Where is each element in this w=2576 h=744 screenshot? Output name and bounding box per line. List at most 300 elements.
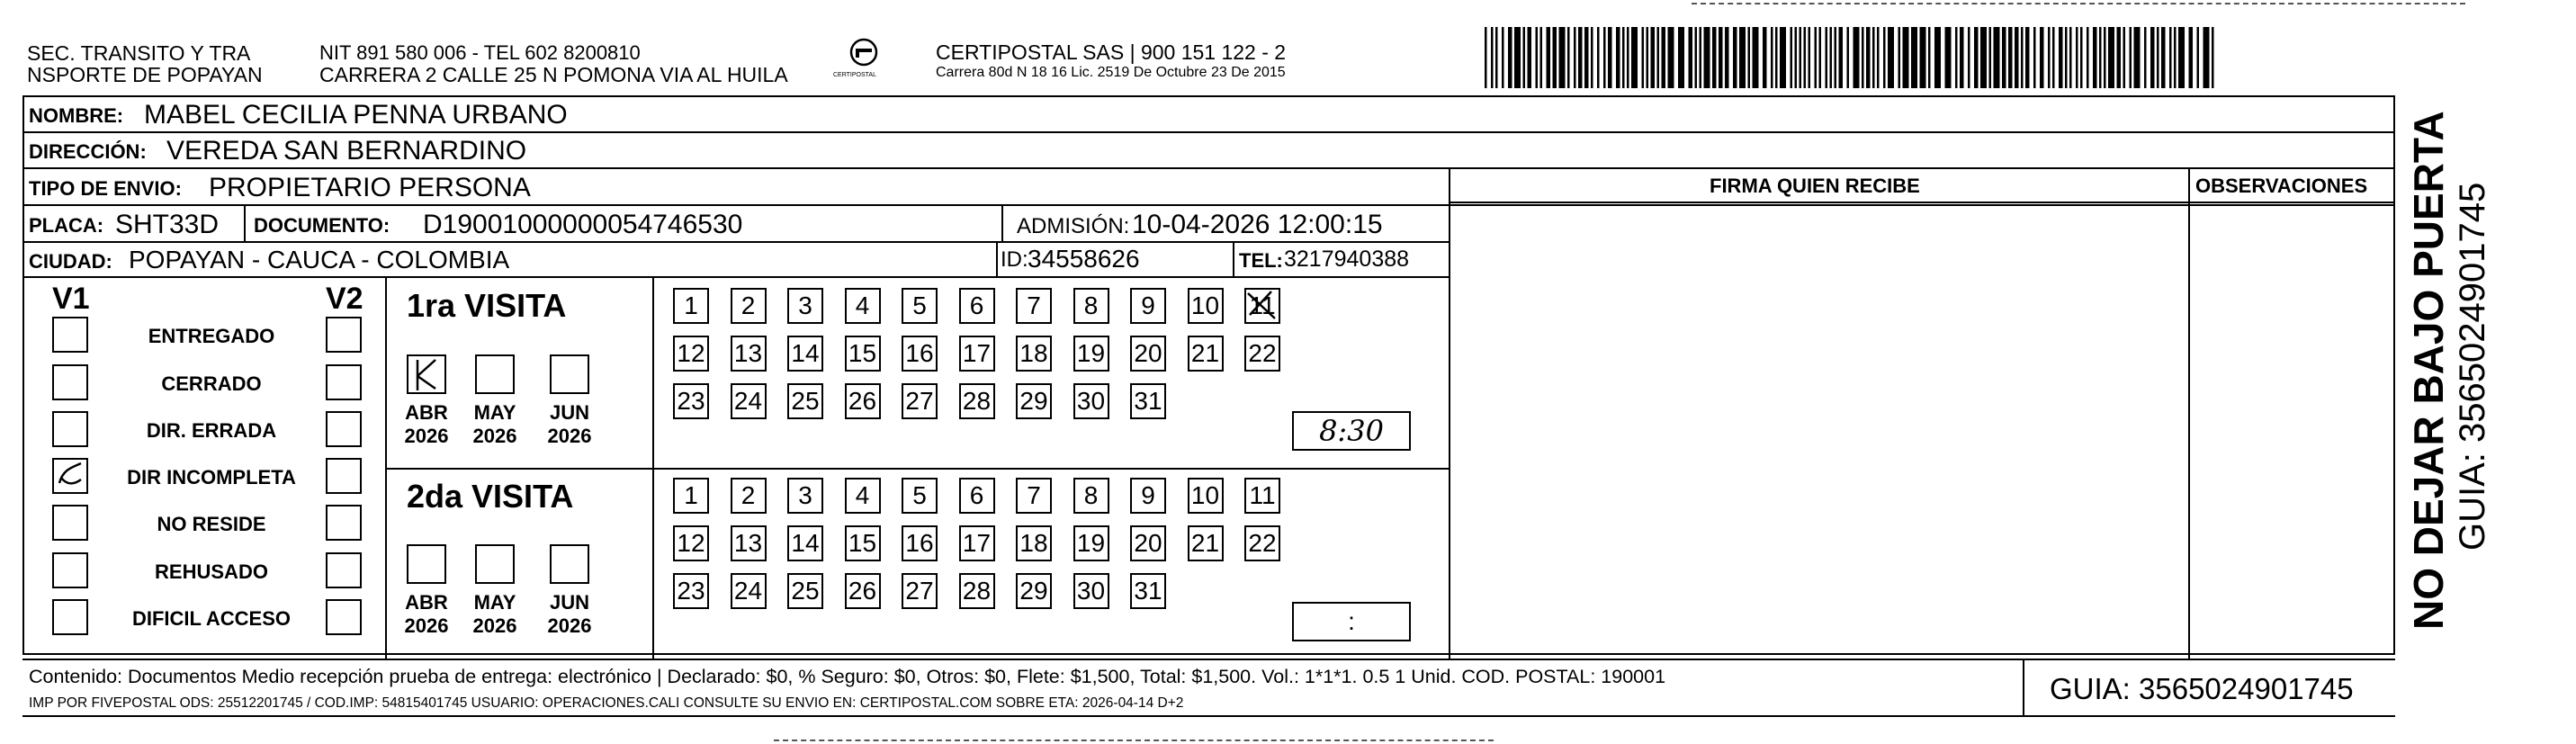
day-cell[interactable] xyxy=(1130,336,1166,372)
side-guia: GUIA: 3565024901745 xyxy=(2453,182,2492,551)
plate-label: PLACA: xyxy=(29,214,104,237)
barcode-bar xyxy=(1955,27,1958,88)
tel-value: 3217940388 xyxy=(1284,247,1410,272)
day-number: 11 xyxy=(1249,481,1276,509)
barcode-bar xyxy=(2059,27,2063,88)
sender-nit: NIT 891 580 006 - TEL 602 8200810 xyxy=(319,41,641,64)
day-cell[interactable] xyxy=(673,525,709,561)
day-number: 18 xyxy=(1019,529,1048,557)
day-number: 9 xyxy=(1141,481,1155,509)
day-number: 23 xyxy=(677,387,705,415)
barcode-bar xyxy=(1888,27,1894,88)
day-number: 2 xyxy=(740,291,756,319)
v1-label: V1 xyxy=(52,282,90,316)
visit2-title: 2da VISITA xyxy=(407,478,574,515)
barcode-bar xyxy=(1866,27,1871,88)
barcode-bar xyxy=(1719,27,1723,88)
barcode-bar xyxy=(2212,27,2214,88)
barcode-bar xyxy=(1862,27,1864,88)
day-cell[interactable] xyxy=(673,383,709,419)
month-name: MAY xyxy=(473,401,516,424)
day-cell[interactable] xyxy=(787,525,823,561)
day-number: 20 xyxy=(1134,339,1162,367)
month-checkbox[interactable] xyxy=(550,544,589,584)
barcode-bar xyxy=(1502,27,1504,88)
status-label: DIR INCOMPLETA xyxy=(127,466,296,489)
send-type-label: TIPO DE ENVIO: xyxy=(29,177,182,200)
day-cell[interactable] xyxy=(1016,478,1052,514)
barcode-bar xyxy=(1775,27,1778,88)
status-label: DIR. ERRADA xyxy=(146,419,277,442)
day-cell[interactable] xyxy=(902,525,938,561)
barcode-bar xyxy=(2197,27,2200,88)
barcode-bar xyxy=(1974,27,1979,88)
day-number: 17 xyxy=(962,529,992,557)
status-label: DIFICIL ACCESO xyxy=(131,607,291,630)
barcode-bar xyxy=(1804,27,1807,88)
day-cell[interactable] xyxy=(845,288,881,324)
day-number: 25 xyxy=(791,387,820,415)
day-cell[interactable] xyxy=(1073,525,1109,561)
status-label: ENTREGADO xyxy=(148,325,275,347)
barcode-bar xyxy=(1662,27,1666,88)
day-cell[interactable] xyxy=(731,383,767,419)
month-checkbox[interactable] xyxy=(550,354,589,394)
barcode-bar xyxy=(2161,27,2166,88)
observations-area[interactable] xyxy=(2191,205,2392,657)
day-cell[interactable] xyxy=(1073,478,1109,514)
day-number: 24 xyxy=(733,577,763,605)
day-number: 12 xyxy=(677,339,705,367)
day-cell[interactable] xyxy=(902,288,938,324)
barcode-bar xyxy=(1678,27,1684,88)
day-number: 8 xyxy=(1083,291,1099,319)
day-number: 30 xyxy=(1076,577,1106,605)
day-number: 22 xyxy=(1248,339,1277,367)
signature-area[interactable] xyxy=(1451,205,2186,657)
barcode-bar xyxy=(1791,27,1793,88)
day-number: 22 xyxy=(1248,529,1277,557)
city-value: POPAYAN - CAUCA - COLOMBIA xyxy=(129,246,510,273)
admission-label: ADMISIÓN: xyxy=(1017,214,1130,238)
barcode-bar xyxy=(1826,27,1828,88)
month-name: ABR xyxy=(405,591,448,614)
barcode-bar xyxy=(1700,27,1702,88)
barcode-bar xyxy=(2123,27,2126,88)
barcode-bar xyxy=(1704,27,1710,88)
day-cell[interactable] xyxy=(1188,478,1224,514)
barcode-bar xyxy=(2052,27,2055,88)
barcode-bar xyxy=(2080,27,2083,88)
day-cell[interactable] xyxy=(731,288,767,324)
day-number: 6 xyxy=(969,291,984,319)
day-cell[interactable] xyxy=(845,383,881,419)
day-number: 15 xyxy=(848,339,877,367)
barcode-bar xyxy=(1668,27,1674,88)
day-number: 28 xyxy=(962,387,992,415)
day-cell[interactable] xyxy=(673,288,709,324)
barcode-bar xyxy=(1608,27,1612,88)
day-cell[interactable] xyxy=(1244,288,1280,324)
day-cell[interactable] xyxy=(845,478,881,514)
barcode-bar xyxy=(1809,27,1811,88)
day-number: 10 xyxy=(1190,291,1220,319)
barcode-bar xyxy=(1616,27,1620,88)
v1-checkbox[interactable] xyxy=(52,599,88,635)
barcode-bar xyxy=(1627,27,1629,88)
day-number: 19 xyxy=(1076,339,1106,367)
barcode-bar xyxy=(2204,27,2210,88)
barcode-bar xyxy=(1853,27,1860,88)
barcode-bar xyxy=(2189,27,2194,88)
day-cell[interactable] xyxy=(673,573,709,609)
barcode-bar xyxy=(1883,27,1886,88)
day-cell[interactable] xyxy=(902,383,938,419)
city-label: CIUDAD: xyxy=(29,250,112,273)
imp-line: IMP POR FIVEPOSTAL ODS: 25512201745 / COD.IMP: 54815401745 USUARIO: OPERACIONES.CALI CONSULTE SU ENVIO EN: CERTIPOSTAL.COM SOBRE ETA: 2026-04-14 D+2 xyxy=(29,695,1184,711)
month-name: MAY xyxy=(473,591,516,614)
x-mark-icon xyxy=(408,356,444,392)
barcode-bar xyxy=(1540,27,1543,88)
barcode-bar xyxy=(2008,27,2013,88)
day-cell[interactable] xyxy=(1130,288,1166,324)
day-cell[interactable] xyxy=(845,573,881,609)
visit1-time[interactable]: 8:30 xyxy=(1292,411,1411,451)
sender-name-line2: NSPORTE DE POPAYAN xyxy=(27,63,263,86)
day-number: 17 xyxy=(962,339,992,367)
day-cell[interactable] xyxy=(1073,288,1109,324)
barcode-bar xyxy=(2134,27,2141,88)
barcode-bar xyxy=(2157,27,2159,88)
day-number: 18 xyxy=(1019,339,1048,367)
sender-name-line1: SEC. TRANSITO Y TRA xyxy=(27,41,251,65)
barcode-bar xyxy=(1574,27,1576,88)
company-license: Carrera 80d N 18 16 Lic. 2519 De Octubre 23 De 2015 xyxy=(936,65,1286,80)
day-cell[interactable] xyxy=(959,525,995,561)
send-type: PROPIETARIO PERSONA xyxy=(209,173,531,202)
day-number: 27 xyxy=(905,577,934,605)
barcode-bar xyxy=(1622,27,1625,88)
day-cell[interactable] xyxy=(1188,288,1224,324)
barcode-bar xyxy=(1748,27,1751,88)
v2-checkbox[interactable] xyxy=(326,458,362,494)
day-number: 21 xyxy=(1190,529,1220,557)
v2-label: V2 xyxy=(326,282,364,316)
barcode-bar xyxy=(2108,27,2114,88)
certipostal-logo xyxy=(828,36,900,86)
v2-checkbox[interactable] xyxy=(326,552,362,588)
barcode-bar xyxy=(2076,27,2078,88)
day-number: 27 xyxy=(905,387,934,415)
visit2-time[interactable]: : xyxy=(1292,602,1411,641)
x-mark-icon xyxy=(1244,288,1280,324)
day-cell[interactable] xyxy=(902,336,938,372)
v1-checkbox[interactable] xyxy=(52,317,88,353)
month-name: JUN xyxy=(549,591,589,614)
day-number: 28 xyxy=(962,577,992,605)
month-checkbox[interactable] xyxy=(407,544,446,584)
day-cell[interactable] xyxy=(959,336,995,372)
day-cell[interactable] xyxy=(1016,288,1052,324)
barcode-bar xyxy=(2093,27,2097,88)
day-cell[interactable] xyxy=(902,573,938,609)
barcode-bar xyxy=(1657,27,1660,88)
day-number: 6 xyxy=(969,481,984,509)
month-year: 2026 xyxy=(404,614,449,637)
v1-checkbox[interactable] xyxy=(52,411,88,447)
barcode-bar xyxy=(1695,27,1698,88)
content-line: Contenido: Documentos Medio recepción prueba de entrega: electrónico | Declarado: $0, % Seguro: $0, Otros: $0, Flete: $1,500, Total: $1,500. Vol.: 1*1*1. 0.5 1 Unid. COD. POSTAL: 190001 xyxy=(29,666,1666,687)
name-label: NOMBRE: xyxy=(29,104,124,127)
day-number: 24 xyxy=(733,387,763,415)
barcode-bar xyxy=(1800,27,1802,88)
barcode-bar xyxy=(2099,27,2102,88)
day-cell[interactable] xyxy=(787,478,823,514)
month-checkbox[interactable] xyxy=(475,354,515,394)
v1-checkbox[interactable] xyxy=(52,364,88,400)
status-label: CERRADO xyxy=(161,372,262,395)
month-checkbox[interactable] xyxy=(407,354,446,394)
barcode-bar xyxy=(2069,27,2072,88)
barcode-bar xyxy=(1847,27,1850,88)
barcode-bar xyxy=(1872,27,1875,88)
day-number: 13 xyxy=(733,339,763,367)
barcode-bar xyxy=(1771,27,1773,88)
barcode-bar xyxy=(1753,27,1759,88)
observations-header: OBSERVACIONES xyxy=(2195,175,2368,197)
barcode-bar xyxy=(2104,27,2106,88)
barcode-bar xyxy=(1523,27,1526,88)
day-number: 26 xyxy=(848,577,877,605)
barcode-bar xyxy=(1980,27,1987,88)
day-number: 10 xyxy=(1190,481,1220,509)
barcode-bar xyxy=(1514,27,1521,88)
barcode-bar xyxy=(1934,27,1941,88)
day-cell[interactable] xyxy=(1016,573,1052,609)
day-number: 4 xyxy=(855,291,870,319)
barcode-bar xyxy=(1647,27,1649,88)
barcode-bar xyxy=(1712,27,1717,88)
v2-checkbox[interactable] xyxy=(326,599,362,635)
logo-text: CERTIPOSTAL xyxy=(833,72,876,78)
day-cell[interactable] xyxy=(845,336,881,372)
barcode-bar xyxy=(1725,27,1729,88)
day-number: 21 xyxy=(1190,339,1220,367)
barcode-bar xyxy=(2150,27,2155,88)
day-cell[interactable] xyxy=(1188,525,1224,561)
day-cell[interactable] xyxy=(959,478,995,514)
v1-checkbox[interactable] xyxy=(52,552,88,588)
check-mark-icon xyxy=(54,460,86,492)
day-number: 14 xyxy=(791,529,820,557)
month-year: 2026 xyxy=(404,425,449,447)
day-cell[interactable] xyxy=(1016,383,1052,419)
month-year: 2026 xyxy=(472,425,517,447)
day-cell[interactable] xyxy=(1073,383,1109,419)
day-cell[interactable] xyxy=(731,336,767,372)
day-cell[interactable] xyxy=(845,525,881,561)
barcode-bar xyxy=(1780,27,1786,88)
day-cell[interactable] xyxy=(959,573,995,609)
barcode-bar xyxy=(1536,27,1539,88)
v2-checkbox[interactable] xyxy=(326,317,362,353)
id-value: 34558626 xyxy=(1028,245,1140,273)
month-year: 2026 xyxy=(472,614,517,637)
no-dejar-warning: NO DEJAR BAJO PUERTA xyxy=(2405,111,2452,630)
day-cell[interactable] xyxy=(673,336,709,372)
day-cell[interactable] xyxy=(1130,573,1166,609)
day-number: 19 xyxy=(1076,529,1106,557)
barcode-bar xyxy=(1835,27,1837,88)
day-number: 12 xyxy=(677,529,705,557)
barcode-bar xyxy=(2130,27,2132,88)
day-cell[interactable] xyxy=(731,525,767,561)
barcode-bar xyxy=(1597,27,1600,88)
barcode-bar xyxy=(1491,27,1494,88)
v1-checkbox[interactable] xyxy=(52,458,88,494)
barcode-bar xyxy=(2025,27,2030,88)
barcode xyxy=(1485,27,2222,90)
day-number: 1 xyxy=(684,481,698,509)
month-name: JUN xyxy=(549,401,589,424)
barcode-bar xyxy=(1968,27,1970,88)
v2-checkbox[interactable] xyxy=(326,505,362,541)
day-cell[interactable] xyxy=(1188,336,1224,372)
day-number: 4 xyxy=(855,481,870,509)
day-number: 5 xyxy=(912,481,927,509)
day-number: 13 xyxy=(733,529,763,557)
tel-label: TEL: xyxy=(1239,249,1283,272)
day-cell[interactable] xyxy=(959,383,995,419)
barcode-bar xyxy=(2015,27,2019,88)
day-number: 7 xyxy=(1027,291,1041,319)
day-number: 31 xyxy=(1134,577,1162,605)
barcode-bar xyxy=(1547,27,1551,88)
barcode-bar xyxy=(1591,27,1593,88)
v2-checkbox[interactable] xyxy=(326,364,362,400)
day-cell[interactable] xyxy=(787,573,823,609)
signature-header: FIRMA QUIEN RECIBE xyxy=(1710,175,1920,197)
barcode-bar xyxy=(1960,27,1964,88)
barcode-bar xyxy=(1733,27,1737,88)
barcode-bar xyxy=(1495,27,1498,88)
v2-checkbox[interactable] xyxy=(326,411,362,447)
day-cell[interactable] xyxy=(902,478,938,514)
day-cell[interactable] xyxy=(1244,336,1280,372)
day-number: 16 xyxy=(905,339,934,367)
day-cell[interactable] xyxy=(1130,478,1166,514)
day-number: 8 xyxy=(1083,481,1099,509)
barcode-bar xyxy=(2002,27,2006,88)
month-checkbox[interactable] xyxy=(475,544,515,584)
barcode-bar xyxy=(2178,27,2185,88)
barcode-bar xyxy=(1903,27,1909,88)
barcode-bar xyxy=(1928,27,1931,88)
day-number: 15 xyxy=(848,529,877,557)
barcode-bar xyxy=(2021,27,2024,88)
day-number: 1 xyxy=(684,291,698,319)
day-number: 3 xyxy=(798,291,812,319)
barcode-bar xyxy=(1631,27,1638,88)
barcode-bar xyxy=(1877,27,1880,88)
day-cell[interactable] xyxy=(1244,525,1280,561)
plate-value: SHT33D xyxy=(115,210,220,239)
barcode-bar xyxy=(1763,27,1767,88)
barcode-bar xyxy=(1528,27,1532,88)
day-number: 11 xyxy=(1249,291,1276,319)
day-number: 14 xyxy=(791,339,820,367)
barcode-bar xyxy=(1920,27,1926,88)
day-number: 29 xyxy=(1019,387,1048,415)
barcode-bar xyxy=(1815,27,1818,88)
barcode-bar xyxy=(1553,27,1557,88)
barcode-bar xyxy=(1898,27,1901,88)
month-name: ABR xyxy=(405,401,448,424)
barcode-bar xyxy=(1830,27,1833,88)
day-number: 5 xyxy=(912,291,927,319)
day-cell[interactable] xyxy=(731,478,767,514)
day-number: 2 xyxy=(740,481,756,509)
barcode-bar xyxy=(1739,27,1746,88)
day-number: 3 xyxy=(798,481,812,509)
day-cell[interactable] xyxy=(1130,383,1166,419)
address-label: DIRECCIÓN: xyxy=(29,140,147,163)
day-cell[interactable] xyxy=(673,478,709,514)
day-cell[interactable] xyxy=(787,288,823,324)
recipient-address: VEREDA SAN BERNARDINO xyxy=(166,136,527,166)
barcode-bar xyxy=(1689,27,1693,88)
status-label: REHUSADO xyxy=(155,560,268,583)
visit1-title: 1ra VISITA xyxy=(407,287,567,324)
day-cell[interactable] xyxy=(787,383,823,419)
day-cell[interactable] xyxy=(1016,525,1052,561)
barcode-bar xyxy=(2169,27,2172,88)
recipient-name: MABEL CECILIA PENNA URBANO xyxy=(144,100,568,130)
barcode-bar xyxy=(1559,27,1566,88)
company-name: CERTIPOSTAL SAS | 900 151 122 - 2 xyxy=(936,40,1287,64)
barcode-bar xyxy=(1485,27,1487,88)
barcode-bar xyxy=(1989,27,1992,88)
status-label: NO RESIDE xyxy=(157,513,266,535)
day-number: 25 xyxy=(791,577,820,605)
day-number: 31 xyxy=(1134,387,1162,415)
barcode-bar xyxy=(1994,27,2000,88)
day-cell[interactable] xyxy=(787,336,823,372)
day-cell[interactable] xyxy=(1244,478,1280,514)
day-cell[interactable] xyxy=(959,288,995,324)
barcode-bar xyxy=(1584,27,1589,88)
barcode-bar xyxy=(2144,27,2147,88)
barcode-bar xyxy=(1839,27,1844,88)
id-label: ID: xyxy=(1001,247,1028,272)
sender-address: CARRERA 2 CALLE 25 N POMONA VIA AL HUILA xyxy=(319,63,788,86)
day-number: 23 xyxy=(677,577,705,605)
day-cell[interactable] xyxy=(731,573,767,609)
day-cell[interactable] xyxy=(1016,336,1052,372)
day-number: 26 xyxy=(848,387,877,415)
barcode-bar xyxy=(2048,27,2051,88)
day-cell[interactable] xyxy=(1073,573,1109,609)
footer-guia: GUIA: 3565024901745 xyxy=(2050,672,2354,705)
day-number: 9 xyxy=(1141,291,1155,319)
logo-icon xyxy=(828,36,900,86)
v1-checkbox[interactable] xyxy=(52,505,88,541)
day-cell[interactable] xyxy=(1130,525,1166,561)
barcode-bar xyxy=(1945,27,1952,88)
day-number: 16 xyxy=(905,529,934,557)
barcode-bar xyxy=(1508,27,1512,88)
day-cell[interactable] xyxy=(1073,336,1109,372)
